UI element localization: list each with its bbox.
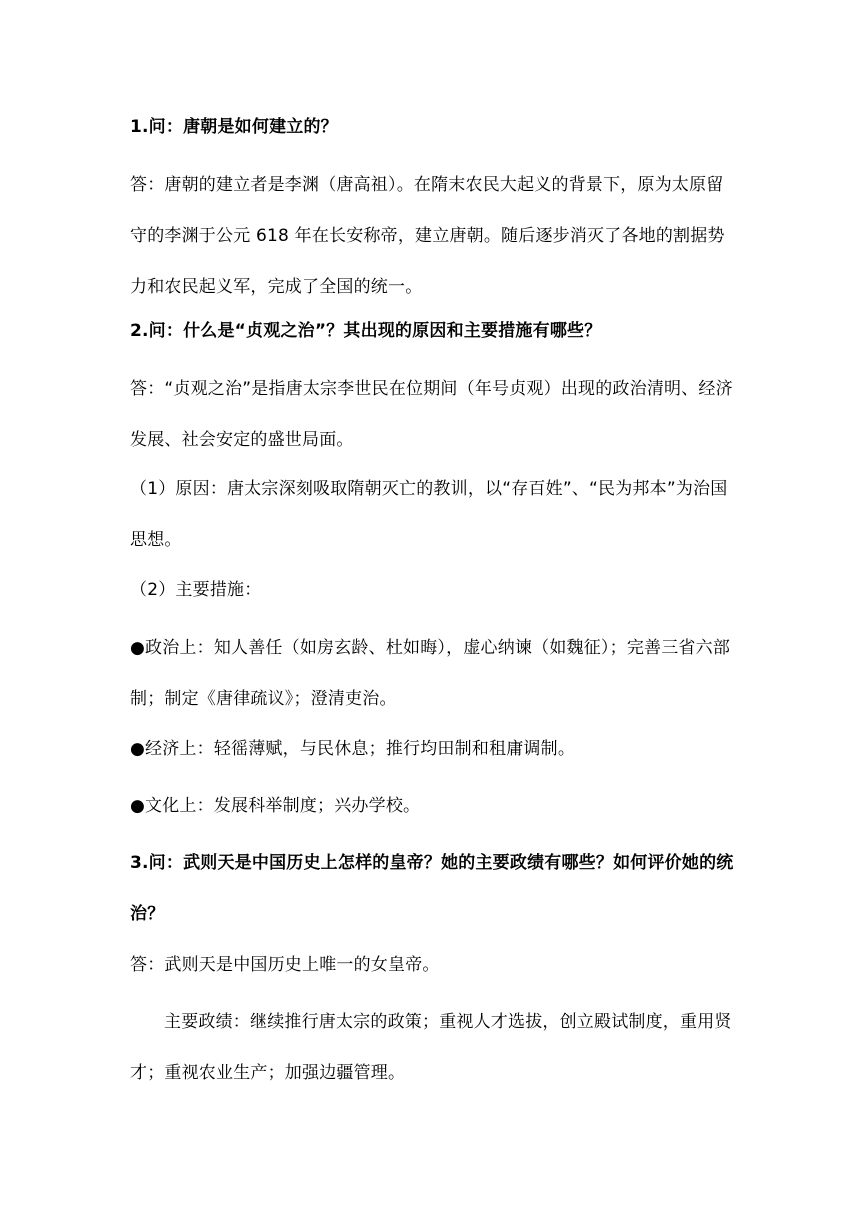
answer-3: 答：武则天是中国历史上唯一的女皇帝。: [130, 955, 440, 975]
answer-2-reason: （1）原因：唐太宗深刻吸取隋朝灭亡的教训，以“存百姓”、“民为邦本”为治国思想。: [130, 479, 728, 550]
answer-3-achievements: 主要政绩：继续推行唐太宗的政策；重视人才选拔，创立殿试制度，重用贤才；重视农业生产；加强边疆管理。: [130, 1012, 732, 1083]
question-3: 3.问：武则天是中国历史上怎样的皇帝？她的主要政绩有哪些？如何评价她的统治？: [130, 853, 734, 924]
answer-2-measures-title: （2）主要措施：: [130, 580, 262, 600]
answer-2-political: ●政治上：知人善任（如房玄龄、杜如晦），虚心纳谏（如魏征）；完善三省六部制；制定《唐律疏议》；澄清吏治。: [130, 638, 731, 709]
answer-2-economic: ●经济上：轻徭薄赋，与民休息；推行均田制和租庸调制。: [130, 739, 576, 759]
answer-2: 答：“贞观之治”是指唐太宗李世民在位期间（年号贞观）出现的政治清明、经济发展、社会安定的盛世局面。: [130, 379, 733, 450]
answer-1: 答：唐朝的建立者是李渊（唐高祖）。在隋末农民大起义的背景下，原为太原留守的李渊于公元 618 年在长安称帝，建立唐朝。随后逐步消灭了各地的割据势力和农民起义军，完成了全国的统一。: [130, 175, 725, 297]
question-1: 1.问：唐朝是如何建立的？: [130, 117, 338, 137]
answer-2-cultural: ●文化上：发展科举制度；兴办学校。: [130, 796, 421, 816]
question-2: 2.问：什么是“贞观之治”？其出现的原因和主要措施有哪些？: [130, 321, 602, 341]
